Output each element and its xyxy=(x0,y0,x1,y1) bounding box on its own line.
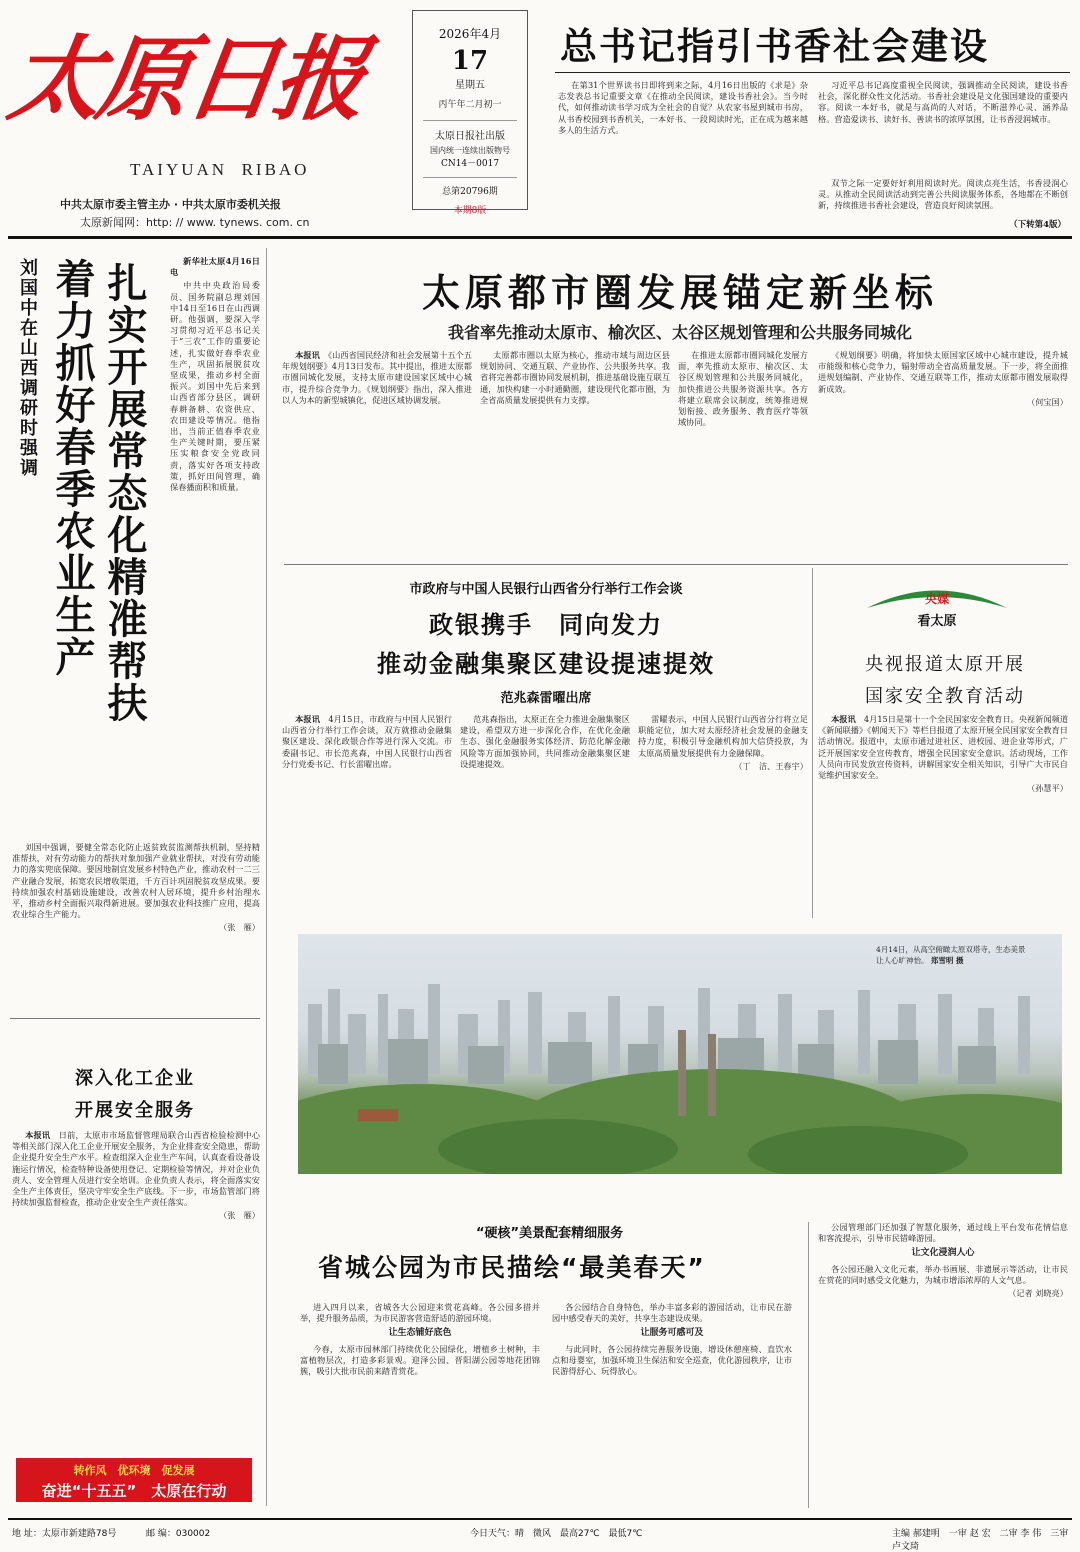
top-story-headline: 总书记指引书香社会建设 xyxy=(560,25,989,68)
cctv-body xyxy=(818,714,1068,914)
cctv-lead: 本报讯 xyxy=(831,714,856,724)
metro-col3-text: 在推进太原都市圈同城化发展方面，率先推动太原市、榆次区、太谷区规划管理和公共服务同城化，加快推进公共服务资源共享。各方将建立联席会议制度，统筹推进规划衔接、政务服务、教育医疗等领域协同。 xyxy=(678,350,808,428)
footer-address: 地 址：太原市新建路78号 xyxy=(12,1529,117,1539)
cctv-headline-line1: 央视报道太原开展 xyxy=(865,654,1025,675)
park-col2 xyxy=(552,1302,792,1510)
website-line: 太原新闻网：http: // www. tynews. com. cn xyxy=(80,216,310,229)
footer-weather: 今日天气：晴 微风 最高27℃ 最低7℃ xyxy=(470,1529,643,1539)
metro-col3 xyxy=(678,350,808,556)
metro-lead: 本报讯 xyxy=(295,350,320,360)
feature-title-1: 刘国中在山西调研时强调 xyxy=(17,258,38,478)
feature-upper-text: 中共中央政治局委员、国务院副总理刘国中14日至16日在山西调研。他强调，要深入学习贯彻习近平总书记关于“三农”工作的重要论述，扎实做好春季农业生产，巩固拓展脱贫攻坚成果，推动乡村全面振兴。刘国中先后来到山西省部分县区，调研春耕备耕、农资供应、农田建设等情况。他指出，当前正值春季农业生产关键时期，要压紧压实粮食安全党政同责，落实好各项支持政策，抓好田间管理，确保春播面积和质量。 xyxy=(170,280,260,493)
park-col2-a: 各公园结合自身特色，举办丰富多彩的游园活动，让市民在游园中感受春天的美好，共享生态建设成果。 xyxy=(552,1302,792,1324)
page-count: 本期8版 xyxy=(453,206,487,216)
cctv-text: 4月15日是第十一个全民国家安全教育日。央视新闻频道《新闻联播》《朝闻天下》等栏目报道了太原开展全民国家安全教育日活动情况。报道中，太原市通过进社区、进校园、进企业等形式，广泛开展国家安全宣传教育，增强全民国家安全意识。活动现场，工作人员向市民发放宣传资料，讲解国家安全相关知识，引导广大市民自觉维护国家安全。 xyxy=(818,714,1068,781)
bank-col2-text: 范兆森指出，太原正在全力推进金融集聚区建设，希望双方进一步深化合作，在优化金融生态、强化金融服务实体经济、防范化解金融风险等方面加强协同，共同推动金融集聚区建设提速提效。 xyxy=(460,714,630,769)
park-col3-a: 公园管理部门还加强了智慧化服务，通过线上平台发布花情信息和客流提示，引导市民错峰游园。 xyxy=(818,1222,1068,1244)
park-kicker: “硬核”美景配套精细服务 xyxy=(476,1226,624,1241)
logo-pinyin: TAIYUAN RIBAO xyxy=(130,160,310,179)
feature-byline: 新华社太原4月16日电 xyxy=(170,256,260,278)
bank-col1 xyxy=(282,714,452,910)
feature-title-2: 着力抓好春季农业生产 xyxy=(49,258,95,678)
campaign-line2: 奋进“十五五” 太原在行动 xyxy=(41,1482,227,1500)
bank-col2 xyxy=(460,714,630,910)
bank-headline-line1: 政银携手 同向发力 xyxy=(429,611,663,639)
park-headline: 省城公园为市民描绘“最美春天” xyxy=(318,1253,706,1282)
metro-headline: 太原都市圈发展锚定新坐标 xyxy=(421,271,938,315)
top-story-col2-text: 习近平总书记高度重视全民阅读，强调推动全民阅读，建设书香社会，深化群众性文化活动。书香社会建设是文化强国建设的重要内容。阅读一本好书，就是与高尚的人对话，不断滋养心灵、涵养品格。营造爱读书、读好书、善读书的浓厚氛围，让书香浸润城市。 xyxy=(818,80,1068,124)
cctv-badge xyxy=(862,578,1012,634)
metro-col4-text: 《规划纲要》明确，将加快太原国家区域中心城市建设，提升城市能级和核心竞争力，辐射带动全省高质量发展。下一步，将全面推进规划编制、产业协作、交通互联等工作，推动太原都市圈发展取得新成效。 xyxy=(818,350,1068,394)
feature-lower-body xyxy=(12,842,260,1008)
feature-title-3: 扎实开展常态化精准帮扶 xyxy=(101,262,147,724)
bank-subhead: 范兆森雷曜出席 xyxy=(500,691,592,706)
park-col3 xyxy=(818,1222,1068,1508)
metro-col2 xyxy=(480,350,670,556)
date-box xyxy=(412,10,528,216)
top-story-jump: （下转第4版） xyxy=(1009,220,1066,230)
top-story-col2 xyxy=(818,80,1068,180)
top-story-col1-text: 在第31个世界读书日即将到来之际，4月16日出版的《求是》杂志发表总书记重要文章《在推动全民阅读，建设书香社会》。当今时代，如何推动读书学习成为全社会的自觉？从农家书屋到城市书房，从书香校园到书香机关，一本好书、一段阅读时光，正在成为越来越多人的生活方式。 xyxy=(558,80,808,135)
cctv-badge-line1: 央媒 xyxy=(924,592,949,606)
cn-label: 国内统一连续出版物号 xyxy=(430,146,510,155)
park-sub1: 让生态铺好底色 xyxy=(388,1328,452,1339)
bank-headline-line2: 推动金融集聚区建设提速提效 xyxy=(377,650,715,678)
park-col1-a: 进入四月以来，省城各大公园迎来赏花高峰。各公园多措并举，提升服务品质，为市民游客营造舒适的游园环境。 xyxy=(300,1302,540,1324)
campaign-line1: 转作风 优环境 促发展 xyxy=(73,1464,195,1477)
safety-headline xyxy=(10,1064,260,1122)
issue-number: 总第20796期 xyxy=(442,187,498,197)
photo-credit: 郑雪明 摄 xyxy=(930,956,964,965)
date-lunar: 丙午年二月初一 xyxy=(438,100,502,110)
campaign-banner xyxy=(16,1458,252,1502)
footer-editors: 主编 郝建明 一审 赵 宏 二审 李 伟 三审 卢文琦 xyxy=(892,1529,1069,1552)
cn-number: CN14－0017 xyxy=(440,159,500,169)
sponsor-line: 中共太原市委主管主办 · 中共太原市委机关报 xyxy=(60,198,281,211)
park-col2-b: 与此同时，各公园持续完善服务设施，增设休憩座椅、直饮水点和母婴室，加强环境卫生保洁和安全巡查，优化游园秩序，让市民游得舒心、玩得放心。 xyxy=(552,1343,792,1377)
metro-subhead: 我省率先推动太原市、榆次区、太谷区规划管理和公共服务同城化 xyxy=(447,323,912,342)
bank-col3-text: 雷曜表示，中国人民银行山西省分行将立足职能定位，加大对太原经济社会发展的金融支持力度，积极引导金融机构加大信贷投放，为太原高质量发展提供有力金融保障。 xyxy=(638,714,808,758)
cctv-end: （孙慧平） xyxy=(1027,783,1068,794)
safety-headline-line2: 开展安全服务 xyxy=(75,1100,195,1121)
city-skyline-illustration xyxy=(298,934,1062,1174)
bank-headline-block xyxy=(284,578,808,706)
photo-caption-text: 4月14日，从高空俯瞰太原双塔寺，生态美景让人心旷神怡。 xyxy=(876,945,1026,965)
safety-text: 日前，太原市市场监督管理局联合山西省检验检测中心等相关部门深入化工企业开展安全服务，为企业排查安全隐患，帮助企业提升安全生产水平。检查组深入企业生产车间，认真查看设备设施运行情况，检查特种设备使用登记、定期检验等情况，并对企业负责人、安全管理人员进行安全培训。企业负责人表示，将全面落实安全生产主体责任，坚决守牢安全生产底线。下一步，市场监管部门将持续加强监督检查，推动企业安全生产责任落实。 xyxy=(12,1130,260,1208)
photo-caption xyxy=(876,944,1026,966)
park-end: （记者 刘晓亮） xyxy=(1008,1288,1068,1299)
bank-col1-text: 4月15日，市政府与中国人民银行山西省分行举行工作会谈，双方就推动金融集聚区建设、深化政银合作等进行深入交流。市委副书记、市长范兆森，中国人民银行山西省分行党委书记、行长雷曜出席。 xyxy=(282,714,452,769)
footer-postcode: 邮 编：030002 xyxy=(146,1529,211,1539)
park-col3-b: 各公园还融入文化元素，举办书画展、非遗展示等活动，让市民在赏花的同时感受文化魅力，为城市增添浓厚的人文气息。 xyxy=(818,1263,1068,1285)
publisher: 太原日报社出版 xyxy=(435,131,505,142)
metro-col1-text: 《山西省国民经济和社会发展第十五个五年规划纲要》4月13日发布。其中提出，推进太原都市圈同城化发展，支持太原市建设国家区域中心城市，提升综合竞争力。《规划纲要》指出，深入推进以人为本的新型城镇化，促进区域协调发展。 xyxy=(282,350,472,405)
safety-headline-line1: 深入化工企业 xyxy=(75,1068,195,1089)
safety-end: （张 雁） xyxy=(219,1210,260,1221)
date-weekday: 星期五 xyxy=(455,80,485,91)
cctv-badge-line2: 看太原 xyxy=(917,614,957,629)
feature-lower-text: 刘国中强调，要健全常态化防止返贫致贫监测帮扶机制，坚持精准帮扶，对有劳动能力的帮扶对象加强产业就业帮扶，对没有劳动能力的落实兜底保障。要因地制宜发展乡村特色产业，推动农村一二三产业融合发展，拓宽农民增收渠道，千方百计巩固脱贫攻坚成果。要持续加强农村基础设施建设，改善农村人居环境，提升乡村治理水平，推动乡村全面振兴取得新进展。要加强农业科技推广应用，提高农业综合生产能力。 xyxy=(12,842,260,920)
park-col1-b: 今春，太原市园林部门持续优化公园绿化，增植乡土树种，丰富植物层次，打造多彩景观。迎泽公园、晋阳湖公园等地花团锦簇，吸引大批市民前来踏青赏花。 xyxy=(300,1343,540,1377)
bank-col3 xyxy=(638,714,808,910)
safety-body xyxy=(12,1130,260,1452)
aerial-photo xyxy=(298,934,1062,1174)
metro-col4 xyxy=(818,350,1068,556)
metro-col2-text: 太原都市圈以太原为核心，推动市域与周边区县规划协同、交通互联、产业协作、公共服务共享。我省将完善都市圈协同发展机制，推进基础设施互联互通，加快构建一小时通勤圈，建设现代化都市圈，为全省高质量发展提供有力支撑。 xyxy=(480,350,670,405)
cctv-headline xyxy=(820,650,1070,708)
metro-end: （何宝国） xyxy=(1027,396,1068,407)
logo-text: 太原日报 xyxy=(2,25,370,133)
feature-end: （张 雁） xyxy=(219,922,260,933)
park-col1 xyxy=(300,1302,540,1510)
masthead-logo xyxy=(2,4,400,179)
bank-kicker: 市政府与中国人民银行山西省分行举行工作会谈 xyxy=(409,582,683,597)
metro-col1 xyxy=(282,350,472,556)
top-story-col1 xyxy=(558,80,808,230)
cctv-headline-line2: 国家安全教育活动 xyxy=(865,686,1025,707)
bank-lead: 本报讯 xyxy=(295,714,321,724)
park-sub2: 让服务可感可及 xyxy=(640,1328,704,1339)
feature-upper-body xyxy=(170,256,260,816)
date-year-month: 2026年4月 xyxy=(438,27,502,41)
date-day: 17 xyxy=(451,46,489,76)
safety-lead: 本报讯 xyxy=(25,1130,51,1140)
park-sub3: 让文化浸润人心 xyxy=(911,1248,975,1259)
bank-end: （丁 洁、王春宇） xyxy=(734,760,808,771)
top-story-col3-text: 双节之际一定要好好利用阅读时光。阅读点亮生活，书香浸润心灵。从推动全民阅读活动到完善公共阅读服务体系，各地都在不断创新，持续推进书香社会建设，营造良好阅读氛围。 xyxy=(818,178,1068,211)
